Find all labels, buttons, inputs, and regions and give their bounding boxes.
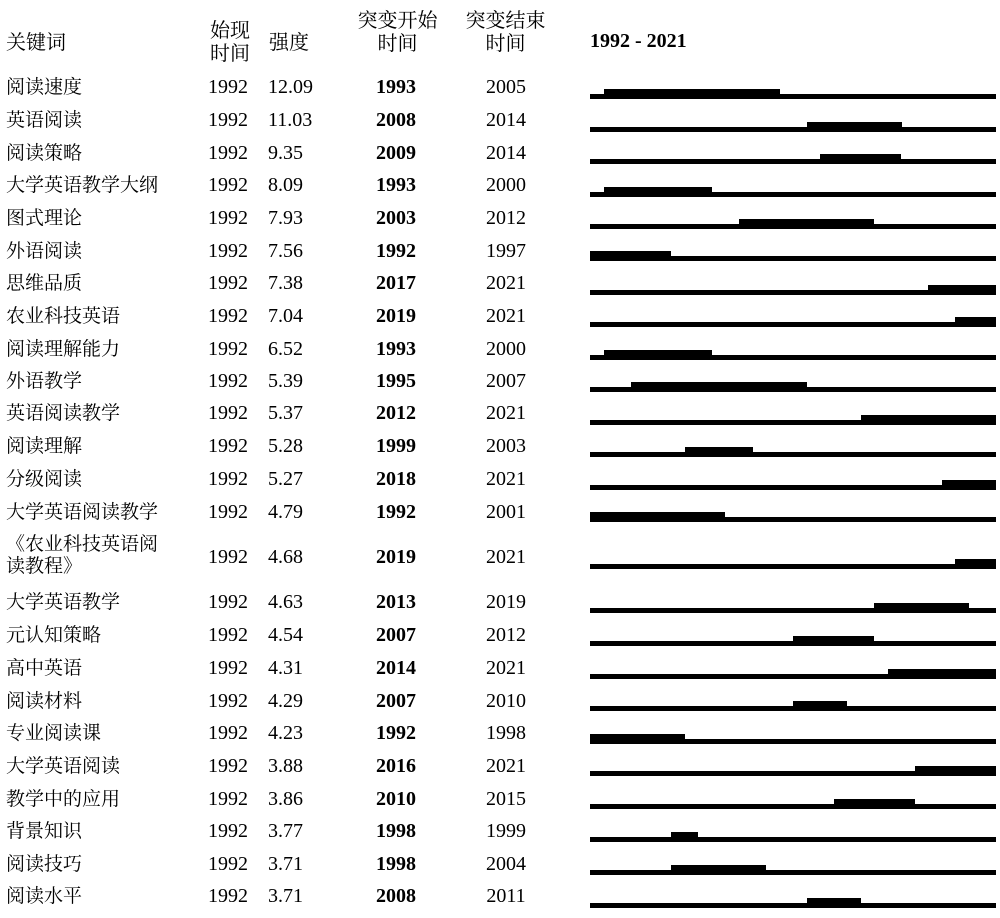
strength-cell: 7.93 [268,207,303,229]
begin-year-cell: 1992 [208,240,248,262]
burst-begin-cell: 2012 [376,402,416,424]
keyword-cell: 教学中的应用 [6,788,121,810]
begin-year-cell: 1992 [208,722,248,744]
strength-cell: 5.27 [268,468,303,490]
burst-segment [834,799,915,809]
burst-begin-cell: 2007 [376,624,416,646]
burst-begin-cell: 2019 [376,546,416,568]
burst-segment [793,701,847,711]
keyword-cell: 图式理论 [6,207,83,229]
burst-segment [955,317,996,327]
burst-segment [861,415,996,425]
burst-begin-cell: 2017 [376,272,416,294]
burst-end-cell: 1998 [486,722,526,744]
begin-year-cell: 1992 [208,142,248,164]
strength-cell: 5.39 [268,370,303,392]
burst-end-cell: 2021 [486,402,526,424]
burst-segment [604,187,712,197]
timeline-bar [590,159,996,164]
burst-end-cell: 2004 [486,853,526,875]
keyword-cell: 专业阅读课 [6,722,102,744]
strength-cell: 8.09 [268,174,303,196]
begin-year-cell: 1992 [208,370,248,392]
begin-year-cell: 1992 [208,272,248,294]
strength-cell: 4.29 [268,690,303,712]
begin-year-cell: 1992 [208,788,248,810]
header-burst-begin-line2: 时间 [377,31,418,55]
strength-cell: 4.68 [268,546,303,568]
header-burst-begin [350,9,445,55]
strength-cell: 4.54 [268,624,303,646]
begin-year-cell: 1992 [208,207,248,229]
burst-begin-cell: 1995 [376,370,416,392]
burst-begin-cell: 2008 [376,885,416,907]
begin-year-cell: 1992 [208,501,248,523]
strength-cell: 3.86 [268,788,303,810]
begin-year-cell: 1992 [208,591,248,613]
begin-year-cell: 1992 [208,76,248,98]
timeline-bar [590,322,996,327]
begin-year-cell: 1992 [208,657,248,679]
begin-year-cell: 1992 [208,853,248,875]
timeline-bar [590,804,996,809]
burst-end-cell: 1997 [486,240,526,262]
strength-cell: 3.77 [268,820,303,842]
strength-cell: 7.38 [268,272,303,294]
timeline-bar [590,903,996,908]
burst-segment [590,512,725,522]
burst-end-cell: 2001 [486,501,526,523]
burst-end-cell: 2021 [486,755,526,777]
keyword-cell: 阅读理解能力 [6,338,121,360]
burst-segment [604,350,712,360]
burst-segment [874,603,969,613]
burst-begin-cell: 2016 [376,755,416,777]
header-burst-end-line1: 突变结束 [465,8,546,32]
keyword-cell: 大学英语教学 [6,591,121,613]
header-strength: 强度 [269,30,309,54]
burst-end-cell: 2010 [486,690,526,712]
strength-cell: 3.71 [268,853,303,875]
begin-year-cell: 1992 [208,820,248,842]
burst-segment [820,154,901,164]
burst-segment [807,898,861,908]
burst-begin-cell: 1993 [376,174,416,196]
burst-segment [942,480,996,490]
begin-year-cell: 1992 [208,468,248,490]
burst-begin-cell: 2019 [376,305,416,327]
burst-segment [604,89,780,99]
begin-year-cell: 1992 [208,305,248,327]
strength-cell: 7.04 [268,305,303,327]
keyword-cell: 元认知策略 [6,624,102,646]
keyword-cell: 大学英语教学大纲 [6,174,159,196]
keyword-cell: 阅读技巧 [6,853,83,875]
begin-year-cell: 1992 [208,435,248,457]
begin-year-cell: 1992 [208,624,248,646]
burst-begin-cell: 2010 [376,788,416,810]
burst-end-cell: 2000 [486,338,526,360]
strength-cell: 3.88 [268,755,303,777]
burst-end-cell: 2019 [486,591,526,613]
burst-begin-cell: 2014 [376,657,416,679]
burst-begin-cell: 2009 [376,142,416,164]
burst-segment [739,219,874,229]
burst-segment [915,766,996,776]
burst-end-cell: 2000 [486,174,526,196]
begin-year-cell: 1992 [208,546,248,568]
keyword-cell: 思维品质 [6,272,83,294]
header-burst-end [458,9,553,55]
strength-cell: 4.23 [268,722,303,744]
burst-end-cell: 2012 [486,207,526,229]
strength-cell: 5.28 [268,435,303,457]
timeline-bar [590,870,996,875]
burst-end-cell: 2021 [486,657,526,679]
burst-begin-cell: 1998 [376,820,416,842]
header-begin-year-line1: 始现 [210,18,250,42]
begin-year-cell: 1992 [208,690,248,712]
keyword-cell: 高中英语 [6,657,83,679]
keyword-cell: 阅读速度 [6,76,83,98]
keyword-line: 读教程》 [6,555,83,577]
burst-begin-cell: 2008 [376,109,416,131]
burst-segment [685,447,753,457]
burst-end-cell: 2021 [486,272,526,294]
burst-end-cell: 2014 [486,142,526,164]
burst-begin-cell: 2007 [376,690,416,712]
burst-begin-cell: 2018 [376,468,416,490]
begin-year-cell: 1992 [208,338,248,360]
burst-begin-cell: 1999 [376,435,416,457]
begin-year-cell: 1992 [208,755,248,777]
burst-segment [955,559,996,569]
keyword-cell: 分级阅读 [6,468,83,490]
burst-segment [888,669,996,679]
burst-begin-cell: 1998 [376,853,416,875]
strength-cell: 4.31 [268,657,303,679]
begin-year-cell: 1992 [208,402,248,424]
strength-cell: 7.56 [268,240,303,262]
keyword-cell: 外语教学 [6,370,83,392]
burst-begin-cell: 1992 [376,501,416,523]
keyword-cell: 阅读策略 [6,142,83,164]
burst-end-cell: 1999 [486,820,526,842]
burst-end-cell: 2015 [486,788,526,810]
burst-begin-cell: 2003 [376,207,416,229]
strength-cell: 9.35 [268,142,303,164]
keyword-cell: 大学英语阅读教学 [6,501,159,523]
timeline-bar [590,837,996,842]
strength-cell: 4.79 [268,501,303,523]
keyword-cell [6,533,158,577]
keyword-cell: 阅读理解 [6,435,83,457]
strength-cell: 3.71 [268,885,303,907]
header-begin-year [200,19,260,65]
burst-begin-cell: 1993 [376,338,416,360]
keyword-cell: 英语阅读 [6,109,83,131]
timeline-bar [590,485,996,490]
begin-year-cell: 1992 [208,109,248,131]
burst-begin-cell: 1992 [376,722,416,744]
strength-cell: 6.52 [268,338,303,360]
strength-cell: 12.09 [268,76,313,98]
header-burst-begin-line1: 突变开始 [357,8,438,32]
burst-end-cell: 2021 [486,546,526,568]
burst-end-cell: 2003 [486,435,526,457]
keyword-cell: 背景知识 [6,820,83,842]
burst-segment [793,636,874,646]
timeline-bar [590,452,996,457]
burst-end-cell: 2012 [486,624,526,646]
keyword-cell: 农业科技英语 [6,305,121,327]
keyword-cell: 大学英语阅读 [6,755,121,777]
burst-segment [631,382,807,392]
burst-segment [590,734,685,744]
burst-begin-cell: 1993 [376,76,416,98]
burst-end-cell: 2011 [486,885,526,907]
keyword-cell: 外语阅读 [6,240,83,262]
begin-year-cell: 1992 [208,885,248,907]
burst-segment [671,865,766,875]
burst-segment [928,285,996,295]
burst-end-cell: 2005 [486,76,526,98]
timeline-bar [590,127,996,132]
keyword-cell: 英语阅读教学 [6,402,121,424]
strength-cell: 11.03 [268,109,313,131]
keyword-line: 《农业科技英语阅 [6,533,159,555]
burst-end-cell: 2007 [486,370,526,392]
strength-cell: 5.37 [268,402,303,424]
burst-end-cell: 2021 [486,305,526,327]
burst-segment [807,122,902,132]
header-keyword: 关键词 [6,30,66,54]
burst-begin-cell: 1992 [376,240,416,262]
strength-cell: 4.63 [268,591,303,613]
header-begin-year-line2: 时间 [210,41,250,65]
chart-title: 1992 - 2021 [590,30,687,52]
burst-begin-cell: 2013 [376,591,416,613]
burst-end-cell: 2021 [486,468,526,490]
keyword-cell: 阅读水平 [6,885,83,907]
begin-year-cell: 1992 [208,174,248,196]
header-burst-end-line2: 时间 [485,31,526,55]
burst-segment [590,251,671,261]
burst-segment [671,832,698,842]
keyword-cell: 阅读材料 [6,690,83,712]
timeline-bar [590,564,996,569]
burst-end-cell: 2014 [486,109,526,131]
